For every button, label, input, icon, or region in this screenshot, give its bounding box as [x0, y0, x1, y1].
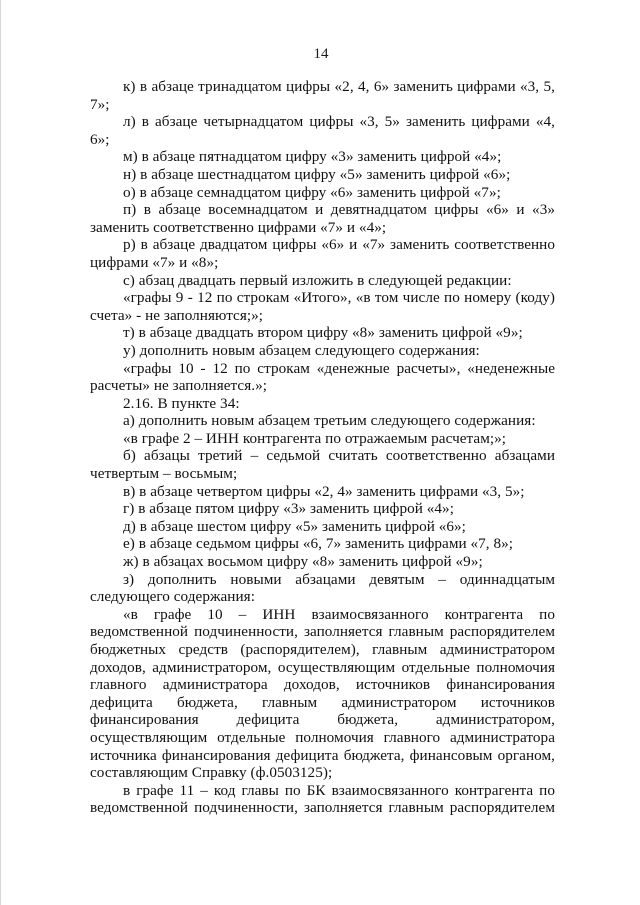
paragraph: м) в абзаце пятнадцатом цифру «3» заменить цифрой «4»;: [123, 148, 502, 166]
paragraph: е) в абзаце седьмом цифры «6, 7» заменить цифрами «7, 8»;: [123, 535, 514, 553]
paragraph: ж) в абзацах восьмом цифру «8» заменить цифрой «9»;: [123, 553, 483, 571]
paragraph: «в графе 10 – ИНН взаимосвязанного контрагента по ведомственной подчиненности, заполняется главным распорядителем бюджетных средств (распорядителем), главным администратором доходов, администратором, осуществляющим отдельные полномочия главного администратора доходов, источников финансирования дефицита бюджета, главным администратором источников финансирования дефицита бюджета, администратором, осуществляющим отдельные полномочия главного администратора источника финансирования дефицита бюджета, финансовым органом, составляющим Справку (ф.0503125);: [90, 605, 555, 782]
paragraph: «в графе 2 – ИНН контрагента по отражаемым расчетам;»;: [123, 429, 507, 447]
paragraph: т) в абзаце двадцать втором цифру «8» заменить цифрой «9»;: [123, 324, 523, 342]
paragraph: д) в абзаце шестом цифру «5» заменить цифрой «6»;: [123, 517, 466, 535]
paragraph: б) абзацы третий – седьмой считать соответственно абзацами четвертым – восьмым;: [90, 447, 555, 483]
paragraph: з) дополнить новыми абзацами девятым – одиннадцатым следующего содержания:: [90, 570, 555, 606]
paragraph: н) в абзаце шестнадцатом цифру «5» заменить цифрой «6»;: [123, 165, 511, 183]
paragraph: в графе 11 – код главы по БК взаимосвязанного контрагента по ведомственной подчиненности, заполняется главным распорядителем: [90, 781, 555, 817]
paragraph: п) в абзаце восемнадцатом и девятнадцатом цифры «6» и «3» заменить соответственно цифрами «7» и «4»;: [90, 201, 555, 236]
paragraph: в) в абзаце четвертом цифры «2, 4» заменить цифрами «3, 5»;: [123, 482, 525, 500]
paragraph: «графы 9 - 12 по строкам «Итого», «в том числе по номеру (коду) счета» - не заполняются;»;: [90, 289, 555, 324]
document-body: [90, 78, 555, 817]
section-heading: 2.16. В пункте 34:: [123, 394, 240, 412]
paragraph: к) в абзаце тринадцатом цифры «2, 4, 6» заменить цифрами «3, 5, 7»;: [90, 78, 555, 113]
paragraph: а) дополнить новым абзацем третьим следующего содержания:: [123, 412, 536, 430]
paragraph: о) в абзаце семнадцатом цифру «6» заменить цифрой «7»;: [123, 183, 501, 201]
paragraph: л) в абзаце четырнадцатом цифры «3, 5» заменить цифрами «4, 6»;: [90, 113, 555, 148]
paragraph: с) абзац двадцать первый изложить в следующей редакции:: [123, 271, 512, 289]
paragraph: у) дополнить новым абзацем следующего содержания:: [123, 341, 480, 359]
paragraph: р) в абзаце двадцатом цифры «6» и «7» заменить соответственно цифрами «7» и «8»;: [90, 236, 555, 271]
page-number: 14: [313, 46, 329, 62]
paragraph: «графы 10 - 12 по строкам «денежные расчеты», «неденежные расчеты» не заполняется.»;: [90, 359, 555, 395]
paragraph: г) в абзаце пятом цифру «3» заменить цифрой «4»;: [123, 500, 454, 518]
